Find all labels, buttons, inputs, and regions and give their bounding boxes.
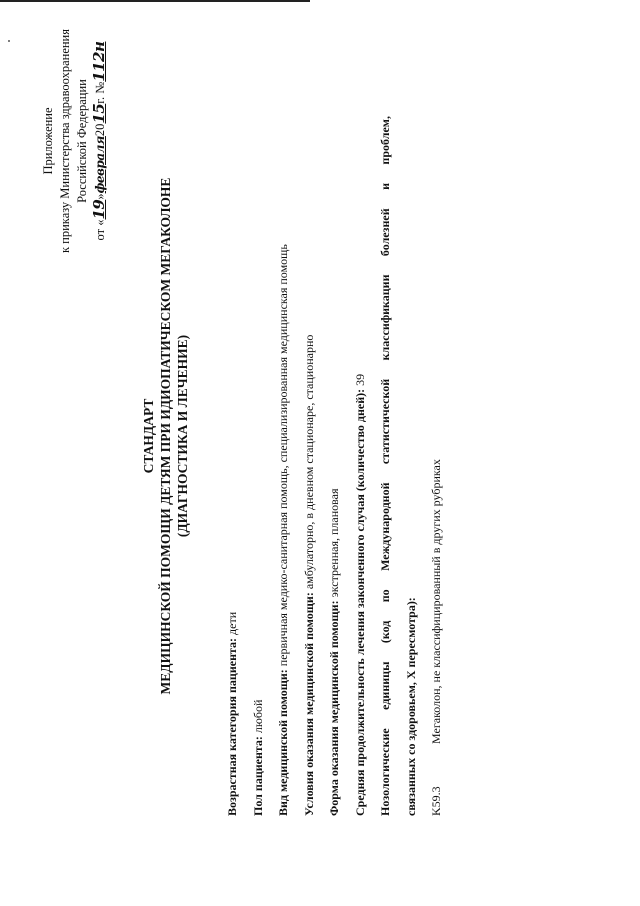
nosology-label-cont: связанных со здоровьем, X пересмотра):: [403, 597, 418, 816]
nosology-word: (код: [378, 620, 392, 644]
duration-label: Средняя продолжительность лечения законченного случая (количество дней):: [352, 388, 367, 816]
sex-label: Пол пациента:: [250, 736, 265, 816]
nosology-word: по: [378, 589, 392, 603]
conditions-label: Условия оказания медицинской помощи:: [301, 592, 316, 816]
care-type-value: первичная медико-санитарная помощь, специализированная медицинская помощь: [276, 244, 290, 667]
age-value: дети: [225, 611, 239, 635]
handwritten-month: февраля: [93, 136, 107, 194]
date-day-sep: »: [93, 193, 107, 200]
conditions-value: амбулаторно, в дневном стационаре, стационарно: [301, 334, 316, 590]
nosology-word: Нозологические: [378, 728, 392, 816]
title-standard: СТАНДАРТ: [141, 398, 156, 474]
date-prefix: от «: [93, 219, 107, 241]
care-type-label: Вид медицинской помощи:: [276, 669, 290, 816]
date-year-prefix: 20: [93, 123, 107, 137]
order-label: г. №: [93, 81, 107, 104]
title-subject: МЕДИЦИНСКОЙ ПОМОЩИ ДЕТЯМ ПРИ ИДИОПАТИЧЕСКОМ МЕГАКОЛОНЕ: [158, 177, 173, 695]
title-scope: (ДИАГНОСТИКА И ЛЕЧЕНИЕ): [175, 334, 190, 538]
diagnosis-code: K59.3: [429, 786, 443, 816]
patient-sex: [246, 116, 272, 816]
form-label: Форма оказания медицинской помощи:: [327, 600, 341, 816]
nosology-heading-cont: [399, 116, 425, 816]
handwritten-year: 15: [90, 103, 108, 124]
annex-order-ref: к приказу Министерства здравоохранения: [58, 29, 72, 254]
annex-title: Приложение: [41, 107, 55, 175]
annex-country: Российской Федерации: [75, 79, 89, 203]
care-form: [322, 116, 348, 816]
standard-title: [140, 106, 191, 766]
care-type: [271, 116, 297, 816]
age-label: Возрастная категория пациента:: [225, 637, 239, 816]
form-value: экстренная, плановая: [327, 488, 341, 598]
handwritten-order-number: 112н: [90, 41, 108, 82]
treatment-duration: [348, 116, 374, 816]
nosology-word: Международной: [378, 482, 392, 571]
diagnosis-row: [424, 116, 450, 816]
annex-date-line: [91, 8, 109, 274]
age-category: [220, 116, 246, 816]
sex-value: любой: [250, 699, 265, 734]
nosology-word: и: [378, 183, 392, 190]
nosology-word: болезней: [378, 208, 392, 257]
duration-value: 39: [352, 373, 367, 386]
nosology-heading: [373, 116, 399, 816]
nosology-word: проблем,: [378, 116, 392, 165]
nosology-word: классификации: [378, 274, 392, 361]
annex-block: [40, 8, 109, 274]
standard-body: [220, 116, 450, 816]
nosology-word: единицы: [378, 661, 392, 710]
care-conditions: [297, 116, 323, 816]
diagnosis-name: Мегаколон, не классифицированный в других рубриках: [429, 459, 443, 744]
nosology-word: статистической: [378, 378, 392, 465]
handwritten-day: 19: [90, 199, 108, 220]
